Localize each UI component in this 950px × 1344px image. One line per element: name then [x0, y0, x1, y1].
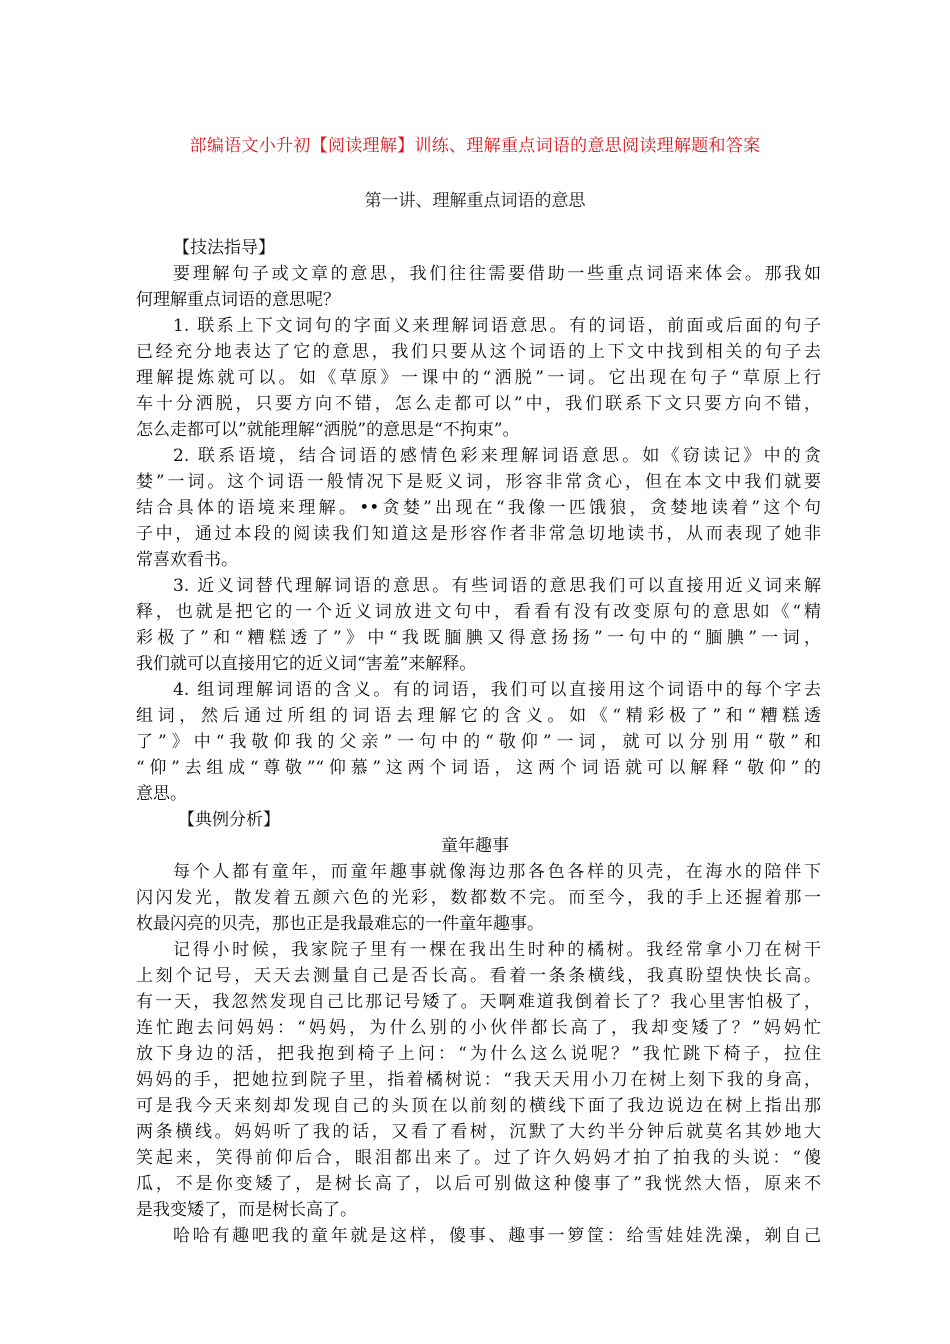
section-heading: 【典例分析】	[178, 810, 280, 830]
text-line: 闪闪发光，散发着五颜六色的光彩，数都数不完。而至今，我的手上还握着那一	[136, 888, 821, 908]
text-line: 组词，然后通过所组的词语去理解它的含义。如《“精彩极了”和“糟糕透	[136, 706, 821, 726]
text-line: 我们就可以直接用它的近义词“害羞”来解释。	[136, 654, 477, 674]
story-title: 童年趣事	[441, 836, 509, 856]
lecture-subtitle: 第一讲、理解重点词语的意思	[364, 191, 586, 211]
text-line: 子中，通过本段的阅读我们知道这是形容作者非常急切地读书，从而表现了她非	[136, 524, 821, 544]
text-line: 每个人都有童年，而童年趣事就像海边那各色各样的贝壳，在海水的陪伴下	[173, 862, 821, 882]
document-title: 部编语文小升初【阅读理解】训练、理解重点词语的意思阅读理解题和答案	[189, 136, 761, 156]
text-line: 车十分洒脱，只要方向不错，怎么走都可以”中，我们联系下文只要方向不错，	[136, 394, 821, 414]
text-line: 两条横线。妈妈听了我的话，又看了看树，沉默了大约半分钟后就莫名其妙地大	[136, 1122, 821, 1142]
text-line: 2. 联系语境，结合词语的感情色彩来理解词语意思。如《窃读记》中的贪	[173, 446, 821, 466]
text-line: 已经充分地表达了它的意思，我们只要从这个词语的上下文中找到相关的句子去	[136, 342, 821, 362]
text-line: 了”》中“我敬仰我的父亲”一句中的“敬仰”一词，就可以分别用“敬”和	[136, 732, 821, 752]
text-line: 是我变矮了，而是树长高了。	[136, 1200, 357, 1220]
text-line: 常喜欢看书。	[136, 550, 238, 570]
text-line: 意思。	[136, 784, 187, 804]
text-line: 要理解句子或文章的意思，我们往往需要借助一些重点词语来体会。那我如	[173, 264, 821, 284]
text-line: 笑起来，笑得前仰后合，眼泪都出来了。过了许久妈妈才拍了拍我的头说：“傻	[136, 1148, 821, 1168]
text-line: 结合具体的语境来理解。••贪婪”出现在“我像一匹饿狼，贪婪地读着”这个句	[136, 498, 821, 518]
text-line: 释，也就是把它的一个近义词放进文句中，看看有没有改变原句的意思如《“精	[136, 602, 821, 622]
text-line: “仰”去组成“尊敬”“仰慕”这两个词语，这两个词语就可以解释“敬仰”的	[136, 758, 821, 778]
text-line: 理解提炼就可以。如《草原》一课中的“洒脱”一词。它出现在句子“草原上行	[136, 368, 821, 388]
section-heading: 【技法指导】	[173, 238, 275, 258]
text-line: 3. 近义词替代理解词语的意思。有些词语的意思我们可以直接用近义词来解	[173, 576, 821, 596]
text-line: 怎么走都可以”就能理解“洒脱”的意思是“不拘束”。	[136, 420, 520, 440]
text-line: 枚最闪亮的贝壳，那也正是我最难忘的一件童年趣事。	[136, 914, 544, 934]
text-line: 连忙跑去问妈妈：“妈妈，为什么别的小伙伴都长高了，我却变矮了？”妈妈忙	[136, 1018, 821, 1038]
text-line: 可是我今天来刻却发现自己的头顶在以前刻的横线下面了我边说边在树上指出那	[136, 1096, 821, 1116]
text-line: 哈哈有趣吧我的童年就是这样，傻事、趣事一箩筐：给雪娃娃洗澡，剃自己	[173, 1226, 821, 1246]
text-line: 妈妈的手，把她拉到院子里，指着橘树说：“我天天用小刀在树上刻下我的身高，	[136, 1070, 821, 1090]
text-line: 何理解重点词语的意思呢？	[136, 290, 340, 310]
text-line: 记得小时候，我家院子里有一棵在我出生时种的橘树。我经常拿小刀在树干	[173, 940, 821, 960]
text-line: 1. 联系上下文词句的字面义来理解词语意思。有的词语，前面或后面的句子	[173, 316, 821, 336]
text-line: 有一天，我忽然发现自己比那记号矮了。天啊难道我倒着长了？我心里害怕极了，	[136, 992, 821, 1012]
text-line: 瓜，不是你变矮了，是树长高了，以后可别做这种傻事了”我恍然大悟，原来不	[136, 1174, 821, 1194]
text-line: 放下身边的活，把我抱到椅子上问：“为什么这么说呢？”我忙跳下椅子，拉住	[136, 1044, 821, 1064]
text-line: 4. 组词理解词语的含义。有的词语，我们可以直接用这个词语中的每个字去	[173, 680, 821, 700]
text-line: 彩极了”和“糟糕透了”》中“我既腼腆又得意扬扬”一句中的“腼腆”一词，	[136, 628, 821, 648]
text-line: 婪”一词。这个词语一般情况下是贬义词，形容非常贪心，但在本文中我们就要	[136, 472, 821, 492]
text-line: 上刻个记号，天天去测量自己是否长高。看着一条条横线，我真盼望快快长高。	[136, 966, 821, 986]
